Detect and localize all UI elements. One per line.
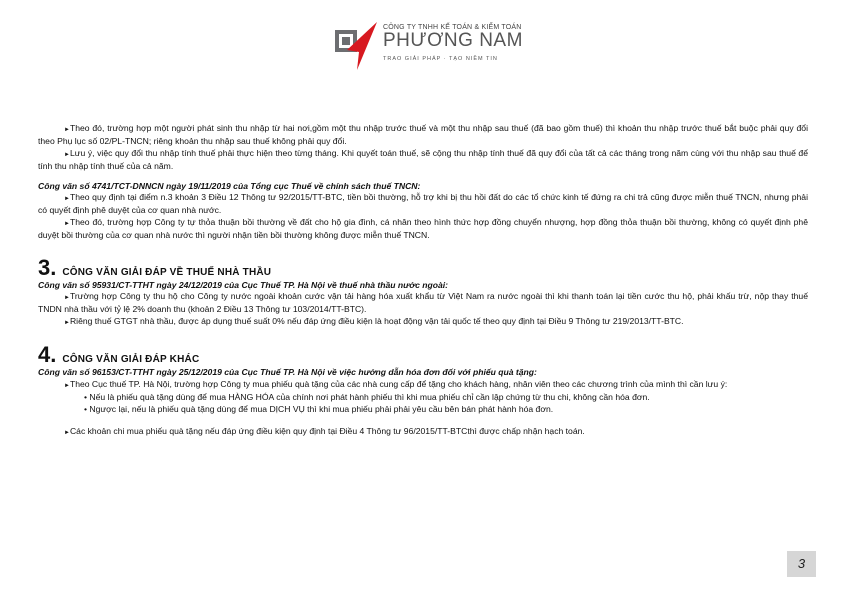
arrow-bullet-icon: ► [64, 429, 70, 436]
paragraph: ►Các khoản chi mua phiếu quà tặng nếu đáp ứng điều kiện quy định tại Điều 4 Thông tư 96/2015/TT-BTCthì được chấp nhận hạch toán. [64, 425, 585, 436]
logo-mark-icon [333, 20, 379, 70]
arrow-bullet-icon: ► [64, 220, 70, 227]
section-number: 3. [38, 254, 57, 280]
section-number: 4. [38, 342, 57, 368]
page-number-box [787, 551, 816, 577]
arrow-bullet-icon: ► [64, 151, 70, 158]
dot-bullet-icon: • [84, 403, 88, 414]
paragraph: ►Lưu ý, việc quy đổi thu nhập tính thuế phải thực hiện theo từng tháng. Khi quyết toán thuế, sẽ cộng thu nhập tính thuế đã quy đổi của tất cả các tháng trong năm cùng với thu nhập sau thuế để tính thu nhập tính thuế của cả năm. [38, 147, 808, 172]
document-body [38, 123, 808, 439]
arrow-bullet-icon: ► [64, 295, 70, 302]
arrow-bullet-icon: ► [64, 127, 70, 133]
arrow-bullet-icon: ► [64, 319, 70, 326]
paragraph: ►Trường hợp Công ty thu hộ cho Công ty nước ngoài khoản cước vận tải hàng hóa xuất khẩu từ Việt Nam ra nước ngoài thì khi thanh toán lại tiền cước thu hộ, phải khấu trừ, nộp thay thuế TNDN nhà thầu với tỷ lệ 2% doanh thu (khoản 2 Điều 13 Thông tư 103/2014/TT-BTC). [38, 291, 808, 315]
paragraph: ►Theo đó, trường hợp một người phát sinh thu nhập từ hai nơi,gồm một thu nhập trước thuế và một thu nhập sau thuế (đã bao gồm thuế) thì khoản thu nhập trước thuế bắt buộc phải quy đổi theo Phụ lục số 02/PL-TNCN; riêng khoản thu nhập sau thuế không phải quy đổi. [38, 123, 808, 147]
subheading: Công văn số 96153/CT-TTHT ngày 25/12/2019 của Cục Thuế TP. Hà Nội về việc hướng dẫn hóa đơn đối với phiếu quà tặng: [38, 367, 537, 378]
section-heading-4 [38, 343, 808, 367]
section-title: CÔNG VĂN GIẢI ĐÁP VỀ THUẾ NHÀ THẦU [62, 266, 272, 278]
logo-company: CÔNG TY TNHH KẾ TOÁN & KIỂM TOÁN [383, 24, 522, 31]
paragraph: ►Theo quy định tại điểm n.3 khoản 3 Điều 12 Thông tư 92/2015/TT-BTC, tiền bồi thường, hỗ trợ khi bị thu hồi đất do các tổ chức kinh tế đứng ra chi trả cũng được miễn thuế TNCN, nhưng phải có quyết định phê duyệt của cơ quan nhà nước. [38, 192, 808, 216]
subheading: Công văn số 4741/TCT-DNNCN ngày 19/11/2019 của Tổng cục Thuế về chính sách thuế TNCN: [38, 180, 421, 191]
dot-bullet-icon: • [84, 392, 88, 403]
section-title: CÔNG VĂN GIẢI ĐÁP KHÁC [62, 354, 200, 366]
company-logo [333, 18, 523, 74]
logo-text [383, 24, 523, 62]
arrow-bullet-icon: ► [64, 382, 70, 389]
subheading: Công văn số 95931/CT-TTHT ngày 24/12/2019 của Cục Thuế TP. Hà Nội về thuế nhà thầu nước ngoài: [38, 279, 449, 290]
paragraph: ►Riêng thuế GTGT nhà thầu, được áp dụng thuế suất 0% nếu đáp ứng điều kiện là hoạt động vận tải quốc tế theo quy định tại Điều 9 Thông tư 219/2013/TT-BTC. [64, 315, 684, 326]
bullet-item: • Nếu là phiếu quà tặng dùng để mua HÀNG HÓA của chính nơi phát hành phiếu thì khi mua phiếu chỉ cần lập chứng từ thu chi, không cần hóa đơn. [84, 392, 650, 403]
section-heading-3 [38, 256, 808, 280]
bullet-item: • Ngược lại, nếu là phiếu quà tặng dùng để mua DỊCH VỤ thì khi mua phiếu phải phải yêu cầu bên bán phát hành hóa đơn. [84, 403, 554, 414]
page-number: 3 [797, 556, 806, 571]
arrow-bullet-icon: ► [64, 196, 70, 203]
paragraph: ►Theo đó, trường hợp Công ty tự thỏa thuận bồi thường về đất cho hộ gia đình, cá nhân theo hình thức hợp đồng chuyển nhượng, hợp đồng thỏa thuận bồi thường, không có quyết định phê duyệt bồi thường của cơ quan nhà nước thì người nhận tiền bồi thường không được miễn thuế TNCN. [38, 216, 808, 241]
logo-name: PHƯƠNG NAM [383, 30, 523, 51]
paragraph: ►Theo Cục thuế TP. Hà Nội, trường hợp Công ty mua phiếu quà tặng của các nhà cung cấp để tặng cho khách hàng, nhân viên theo các chương trình của mình thì cần lưu ý: [64, 378, 728, 389]
logo-slogan: TRAO GIẢI PHÁP · TẠO NIỀM TIN [383, 56, 498, 62]
